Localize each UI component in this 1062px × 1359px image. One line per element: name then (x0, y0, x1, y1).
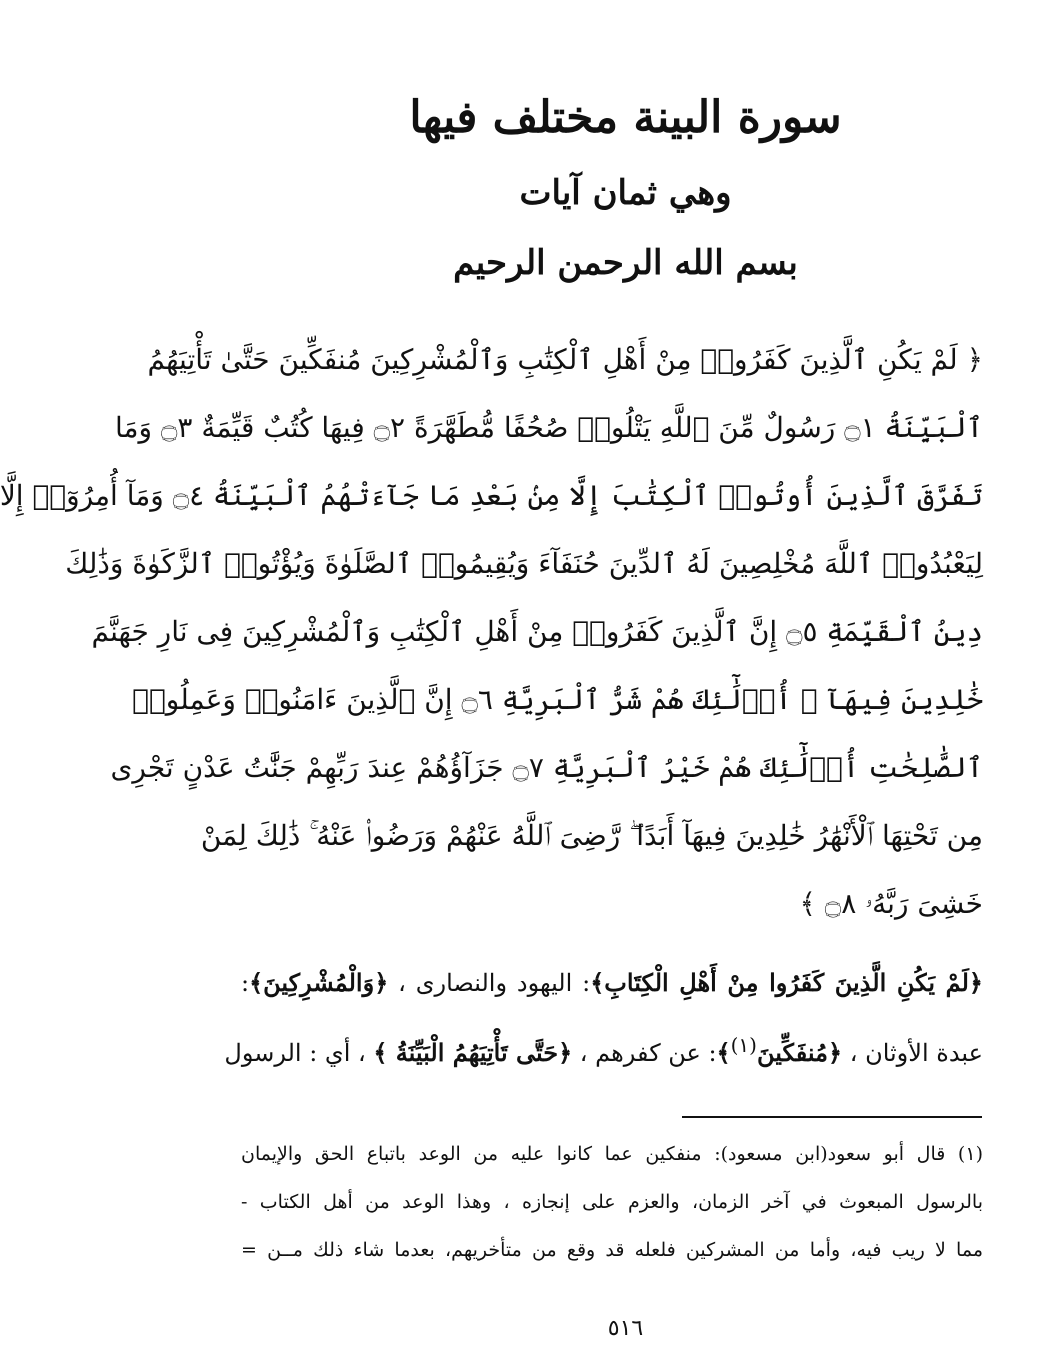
commentary-text: : (241, 969, 250, 997)
commentary (224, 958, 983, 1082)
commentary-text: ، أي : الرسول (224, 1039, 374, 1067)
verse-line: خَشِىَ رَبَّهُۥ ۝٨ ﴾ (799, 887, 983, 920)
quoted-phrase: ﴿وَالْمُشْرِكِينَ﴾ (249, 968, 389, 997)
quoted-phrase: ﴿حَتَّى تَأْتِيَهُمُ الْبَيِّنَةُ ﴾ (373, 1038, 573, 1067)
quoted-phrase-end: ﴾ (716, 1038, 731, 1067)
quran-verses (0, 332, 983, 944)
verse-count: وهي ثمان آيات (519, 173, 732, 213)
page-number: ٥١٦ (607, 1316, 644, 1341)
footnote-line: مما لا ريب فيه، وأما من المشركين فلعله قد وقع من متأخريهم، بعدما شاء ذلك مــن = (241, 1239, 983, 1261)
verse-line: ٱلْبَيِّنَةُ ۝١ رَسُولٌ مِّنَ ٱللَّهِ يَتْلُوا۟ صُحُفًا مُّطَهَّرَةً ۝٢ فِيهَا كُتُبٌ قَيِّمَةٌ ۝٣ وَمَا (115, 411, 983, 444)
commentary-line (241, 958, 983, 1020)
commentary-text: عبدة الأوثان ، (842, 1039, 983, 1067)
commentary-line (224, 1020, 983, 1082)
verse-line: مِن تَحْتِهَا ٱلْأَنْهَٰرُ خَٰلِدِينَ فِيهَآ أَبَدًا ۖ رَّضِىَ ٱللَّهُ عَنْهُمْ وَرَضُوا۟ عَنْهُ ۚ ذَٰلِكَ لِمَنْ (200, 819, 983, 852)
commentary-text: : عن كفرهم ، (572, 1039, 717, 1067)
basmala: بسم الله الرحمن الرحيم (453, 243, 798, 283)
verse-line: ٱلصَّٰلِحَٰتِ أُو۟لَٰٓئِكَ هُمْ خَيْرُ ٱلْبَرِيَّةِ ۝٧ جَزَآؤُهُمْ عِندَ رَبِّهِمْ جَنَّٰتُ عَدْنٍ تَجْرِى (110, 751, 983, 784)
footnote-line: (١) قال أبو سعود(ابن مسعود): منفكين عما كانوا عليه من الوعد باتباع الحق والإيمان (241, 1143, 983, 1165)
verse-line: لِيَعْبُدُوا۟ ٱللَّهَ مُخْلِصِينَ لَهُ ٱلدِّينَ حُنَفَآءَ وَيُقِيمُوا۟ ٱلصَّلَوٰةَ وَيُؤْتُوا۟ ٱلزَّكَوٰةَ وَذَٰلِكَ (65, 547, 983, 580)
quoted-phrase: ﴿مُنفَكِّينَ (756, 1038, 843, 1067)
verse-line: ﴿ لَمْ يَكُنِ ٱلَّذِينَ كَفَرُوا۟ مِنْ أَهْلِ ٱلْكِتَٰبِ وَٱلْمُشْرِكِينَ مُنفَكِّينَ حَتَّىٰ تَأْتِيَهُمُ (147, 343, 983, 376)
verse-line: دِينُ ٱلْقَيِّمَةِ ۝٥ إِنَّ ٱلَّذِينَ كَفَرُوا۟ مِنْ أَهْلِ ٱلْكِتَٰبِ وَٱلْمُشْرِكِينَ فِى نَارِ جَهَنَّمَ (91, 615, 983, 648)
quoted-phrase: ﴿لَمْ يَكُنِ الَّذِينَ كَفَرُوا مِنْ أَهْلِ الْكِتَابِ﴾ (590, 968, 983, 997)
footnote-reference: (١) (730, 1033, 757, 1057)
surah-title: سورة البينة مختلف فيها (409, 92, 842, 143)
commentary-text: : اليهود والنصارى ، (388, 969, 591, 997)
verse-line: تَفَرَّقَ ٱلَّذِينَ أُوتُوا۟ ٱلْكِتَٰبَ إِلَّا مِنۢ بَعْدِ مَا جَآءَتْهُمُ ٱلْبَيِّنَةُ ۝٤ وَمَآ أُمِرُوٓا۟ إِلَّا (0, 479, 983, 512)
verse-line: خَٰلِدِينَ فِيهَآ ۚ أُو۟لَٰٓئِكَ هُمْ شَرُّ ٱلْبَرِيَّةِ ۝٦ إِنَّ ٱلَّذِينَ ءَامَنُوا۟ وَعَمِلُوا۟ (132, 683, 983, 716)
footnotes (241, 1132, 983, 1276)
footnote-line: بالرسول المبعوث في آخر الزمان، والعزم على إنجازه ، وهذا الوعد من أهل الكتاب - (241, 1191, 983, 1213)
footnote-divider (682, 1116, 982, 1118)
